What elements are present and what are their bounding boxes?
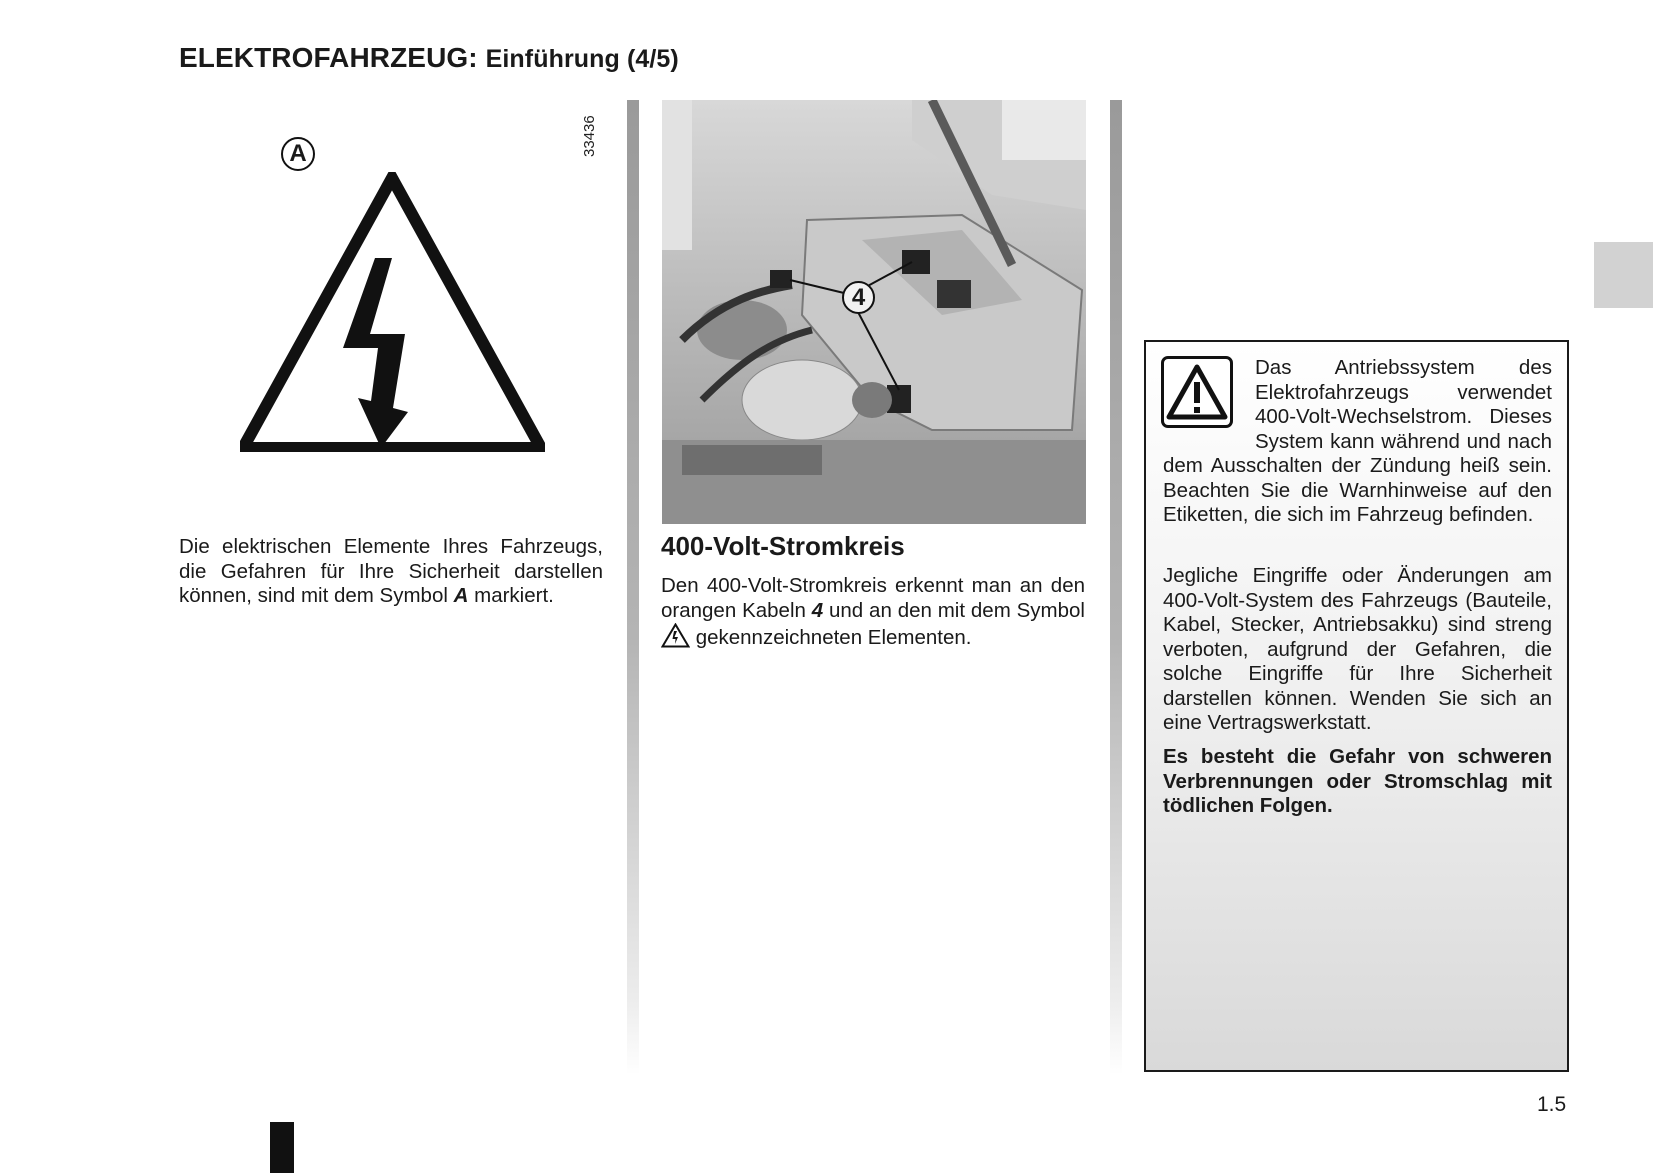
warning-paragraph-3: Es besteht die Gefahr von schweren Verbrennungen oder Stromschlag mit tödlichen Folgen. <box>1163 745 1552 817</box>
symbol-a-reference: A <box>453 584 469 607</box>
engine-compartment-photo <box>662 100 1086 524</box>
callout-4: 4 <box>842 281 875 314</box>
left-body-text: Die elektrischen Elemente Ihres Fahrzeugs, die Gefahren für Ihre Sicherheit darstellen können, sind mit dem Symbol A markiert. <box>179 535 603 607</box>
high-voltage-triangle-icon <box>240 172 545 452</box>
chapter-tab <box>1594 242 1653 308</box>
page-number: 1.5 <box>1537 1093 1567 1116</box>
page-title <box>179 42 679 74</box>
cable-number-reference: 4 <box>811 598 824 622</box>
middle-body-text: Den 400-Volt-Stromkreis erkennt man an den orangen Kabeln 4 und an den mit dem Symbol gekennzeichneten Elementen. <box>661 574 1085 649</box>
page-title-main: ELEKTROFAHRZEUG: <box>179 42 478 73</box>
figure-ref-code-left: 33436 <box>581 115 598 157</box>
warning-paragraph-2: Jegliche Eingriffe oder Änderungen am 400-Volt-System des Fahrzeugs (Bauteile, Kabel, Stecker, Antriebsakku) sind streng verboten, aufgrund der Gefahren, die solche Eingriffe für Ihre Sicherheit darstellen können. Wenden Sie sich an eine Vertragswerkstatt. <box>1163 564 1552 734</box>
symbol-a-label: A <box>281 137 315 171</box>
section-title: 400-Volt-Stromkreis <box>661 531 905 561</box>
column-divider-right <box>1110 100 1122 1075</box>
thumb-index-bar <box>270 1122 294 1173</box>
column-divider-left <box>627 100 639 1075</box>
page-title-sub: Einführung (4/5) <box>485 45 679 73</box>
high-voltage-small-icon <box>661 623 690 648</box>
warning-paragraph-1: Das Antriebssystem des Elektrofahrzeugs verwendet 400-Volt-Wechselstrom. Dieses System kann während und nach dem Ausschalten der Zündung heiß sein. Beachten Sie die Warnhinweise auf den Etiketten, die sich im Fahrzeug befinden. <box>1163 356 1552 526</box>
warning-box <box>1144 340 1569 1072</box>
